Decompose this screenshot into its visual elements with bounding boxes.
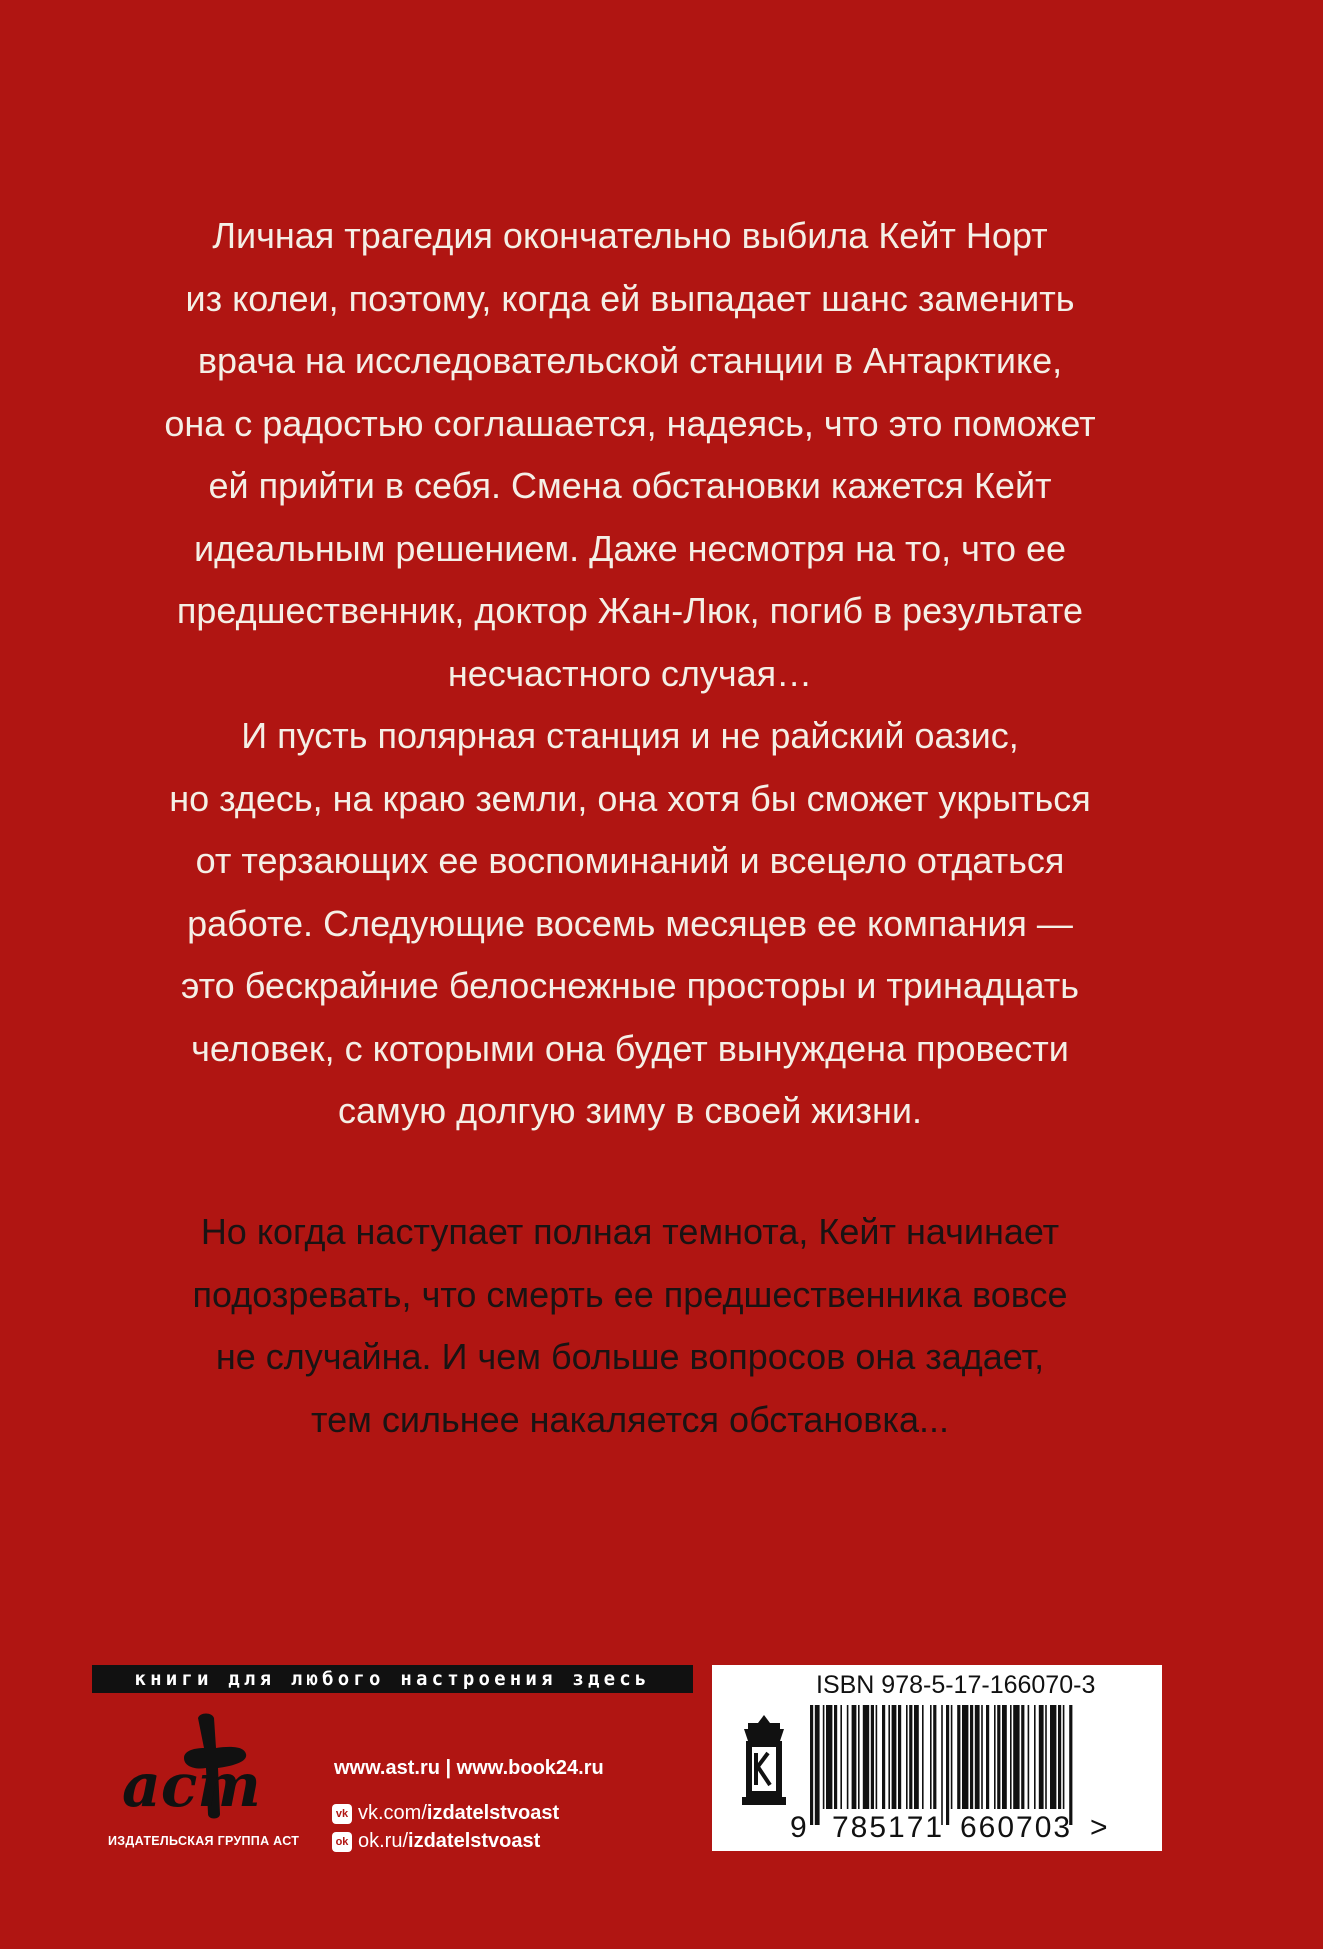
- barcode-bar: [823, 1705, 825, 1809]
- barcode-bar: [981, 1705, 983, 1809]
- blurb-line: работе. Следующие восемь месяцев ее компания —: [187, 902, 1073, 944]
- barcode-panel: [712, 1665, 1162, 1851]
- barcode-bar: [1002, 1705, 1007, 1809]
- website-links[interactable]: www.ast.ru | www.book24.ru: [334, 1757, 604, 1779]
- barcode-bar: [1039, 1705, 1044, 1809]
- barcode-bar: [957, 1705, 960, 1809]
- barcode-bar: [1021, 1705, 1024, 1809]
- blurb-line: от терзающих ее воспоминаний и всецело отдаться: [195, 840, 1065, 881]
- barcode-bar: [882, 1705, 885, 1809]
- ok-handle: izdatelstvoast: [408, 1830, 541, 1852]
- barcode-bar: [840, 1705, 842, 1809]
- barcode-bar: [909, 1705, 912, 1809]
- ean-quiet-marker: >: [1090, 1811, 1108, 1844]
- ean-digits-right: 660703: [960, 1811, 1073, 1844]
- barcode-bar: [933, 1705, 936, 1809]
- cover-blurb: [100, 205, 1160, 1143]
- tagline-banner: книги для любого настроения здесь: [92, 1665, 693, 1693]
- ok-prefix: ok.ru/: [358, 1830, 409, 1852]
- blurb-line: предшественник, доктор Жан-Люк, погиб в результате: [176, 590, 1084, 631]
- blurb-line: ей прийти в себя. Смена обстановки кажется Кейт: [208, 465, 1052, 506]
- isbn-number: ISBN 978-5-17-166070-3: [816, 1671, 1096, 1699]
- blurb-line: идеальным решением. Даже несмотря на то, что ее: [193, 527, 1067, 569]
- barcode-bar: [1069, 1705, 1072, 1825]
- barcode-bar: [898, 1705, 901, 1809]
- blurb-line: но здесь, на краю земли, она хотя бы сможет укрыться: [169, 777, 1091, 819]
- barcode-bar: [970, 1705, 973, 1809]
- barcode-bar: [962, 1705, 968, 1809]
- vk-prefix: vk.com/: [358, 1802, 427, 1824]
- barcode-bar: [810, 1705, 813, 1825]
- barcode-bar: [922, 1705, 924, 1809]
- barcode-bar: [1010, 1705, 1012, 1809]
- blurb-line: несчастного случая…: [447, 652, 813, 694]
- barcode-bar: [826, 1705, 832, 1809]
- blurb-line: это бескрайние белоснежные просторы и тринадцать: [181, 965, 1079, 1006]
- barcode-bar: [892, 1705, 897, 1809]
- vk-handle: izdatelstvoast: [426, 1802, 560, 1824]
- barcode-bar: [906, 1705, 908, 1809]
- cover-teaser: [100, 1201, 1160, 1451]
- barcode-bar: [997, 1705, 1000, 1809]
- ok-link[interactable]: [332, 1830, 540, 1853]
- barcode-bar: [951, 1705, 953, 1809]
- barcode-bar: [1013, 1705, 1019, 1809]
- teaser-line: подозревать, что смерть ее предшественника вовсе: [192, 1273, 1068, 1315]
- vk-link[interactable]: [332, 1802, 559, 1825]
- barcode-bar: [986, 1705, 989, 1809]
- blurb-line: самую долгую зиму в своей жизни.: [337, 1090, 922, 1131]
- teaser-line: не случайна. И чем больше вопросов она задает,: [215, 1336, 1045, 1377]
- barcode-bar: [863, 1705, 869, 1809]
- blurb-line: человек, с которыми она будет вынуждена провести: [191, 1027, 1069, 1069]
- barcode-bar: [930, 1705, 932, 1809]
- lantern-icon: [734, 1713, 794, 1811]
- barcode-bar: [847, 1705, 849, 1809]
- barcode-bar: [1034, 1705, 1036, 1809]
- blurb-line: она с радостью соглашается, надеясь, что это поможет: [164, 402, 1096, 444]
- blurb-line: врача на исследовательской станции в Антарктике,: [197, 340, 1063, 381]
- ast-logo: [120, 1710, 290, 1822]
- barcode-bar: [858, 1705, 860, 1809]
- logo-text: аст: [122, 1751, 261, 1821]
- publisher-name: ИЗДАТЕЛЬСКАЯ ГРУППА АСТ: [108, 1834, 300, 1848]
- barcode-bar: [994, 1705, 996, 1809]
- teaser-line: тем сильнее накаляется обстановка...: [311, 1398, 949, 1440]
- barcode-bar: [888, 1705, 890, 1809]
- barcode-bar: [1028, 1705, 1030, 1809]
- vk-icon: vk: [332, 1804, 352, 1824]
- blurb-line: И пусть полярная станция и не райский оазис,: [241, 715, 1019, 756]
- barcode-bar: [975, 1705, 980, 1809]
- barcode-bar: [871, 1705, 874, 1809]
- barcode-bar: [914, 1705, 919, 1809]
- barcode-bar: [1045, 1705, 1047, 1809]
- barcode-bar: [852, 1705, 857, 1809]
- barcode-bar: [941, 1705, 943, 1825]
- barcode-bar: [946, 1705, 949, 1825]
- blurb-line: Личная трагедия окончательно выбила Кейт Норт: [212, 215, 1048, 256]
- ean-digits-left: 785171: [832, 1811, 945, 1844]
- barcode-bar: [876, 1705, 878, 1809]
- barcode-bar: [1050, 1705, 1056, 1809]
- ok-icon: ok: [332, 1832, 352, 1852]
- barcode-bar: [834, 1705, 837, 1809]
- blurb-line: из колеи, поэтому, когда ей выпадает шанс заменить: [185, 277, 1075, 319]
- barcode-bar: [1063, 1705, 1065, 1809]
- barcode-bar: [815, 1705, 820, 1825]
- barcode-bars: [810, 1705, 1074, 1825]
- barcode-bar: [1058, 1705, 1061, 1809]
- ean-digit-first: 9: [790, 1811, 807, 1844]
- teaser-line: Но когда наступает полная темнота, Кейт начинает: [200, 1211, 1060, 1252]
